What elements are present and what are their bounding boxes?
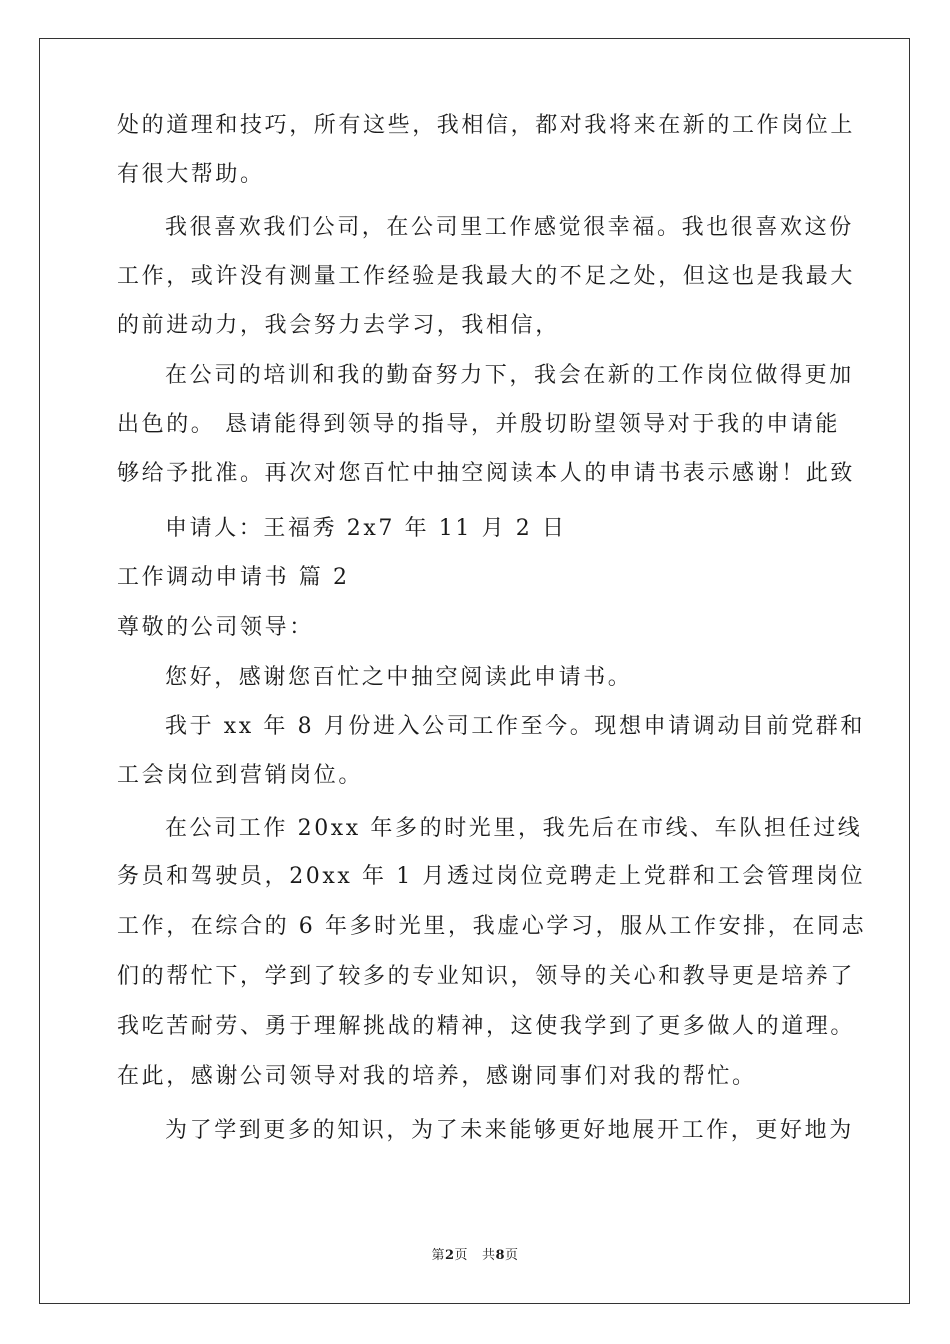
text-line: 处的道理和技巧，所有这些，我相信，都对我将来在新的工作岗位上 (117, 113, 856, 138)
text-line: 够给予批准。再次对您百忙中抽空阅读本人的申请书表示感谢！此致 (117, 461, 856, 486)
text-line: 为了学到更多的知识，为了未来能够更好地展开工作，更好地为 (165, 1118, 854, 1143)
page-current: 2 (444, 1248, 455, 1263)
text-line: 工会岗位到营销岗位。 (117, 763, 364, 788)
text-line: 我吃苦耐劳、勇于理解挑战的精神，这使我学到了更多做人的道理。 (117, 1014, 856, 1039)
text-line: 在公司的培训和我的勤奋努力下，我会在新的工作岗位做得更加 (165, 363, 854, 388)
section-heading: 工作调动申请书 篇 2 (117, 565, 350, 590)
text-line: 工作，或许没有测量工作经验是我最大的不足之处，但这也是我最大 (117, 264, 856, 289)
text-line: 我很喜欢我们公司，在公司里工作感觉很幸福。我也很喜欢这份 (165, 215, 854, 240)
page-footer (0, 1247, 950, 1265)
text-line: 的前进动力，我会努力去学习，我相信， (117, 313, 560, 338)
text-line: 我于 xx 年 8 月份进入公司工作至今。现想申请调动目前党群和 (165, 714, 865, 739)
salutation: 尊敬的公司领导： (117, 615, 314, 640)
text-line: 有很大帮助。 (117, 162, 265, 187)
page-prefix: 第 (431, 1248, 445, 1263)
text-line: 务员和驾驶员，20xx 年 1 月透过岗位竞聘走上党群和工会管理岗位 (117, 864, 866, 889)
page-total: 8 (495, 1248, 506, 1263)
text-line: 出色的。 恳请能得到领导的指导，并殷切盼望领导对于我的申请能 (117, 412, 840, 437)
text-line: 您好，感谢您百忙之中抽空阅读此申请书。 (165, 665, 633, 690)
text-line: 在此，感谢公司领导对我的培养，感谢同事们对我的帮忙。 (117, 1064, 757, 1089)
text-line: 们的帮忙下，学到了较多的专业知识，领导的关心和教导更是培养了 (117, 964, 856, 989)
text-line: 工作，在综合的 6 年多时光里，我虚心学习，服从工作安排，在同志 (117, 914, 867, 939)
signature-line: 申请人：王福秀 2x7 年 11 月 2 日 (165, 516, 567, 541)
total-prefix: 共 (481, 1248, 496, 1263)
page-suffix: 页 (454, 1248, 469, 1263)
text-line: 在公司工作 20xx 年多的时光里，我先后在市线、车队担任过线 (165, 816, 863, 841)
total-suffix: 页 (505, 1248, 519, 1263)
